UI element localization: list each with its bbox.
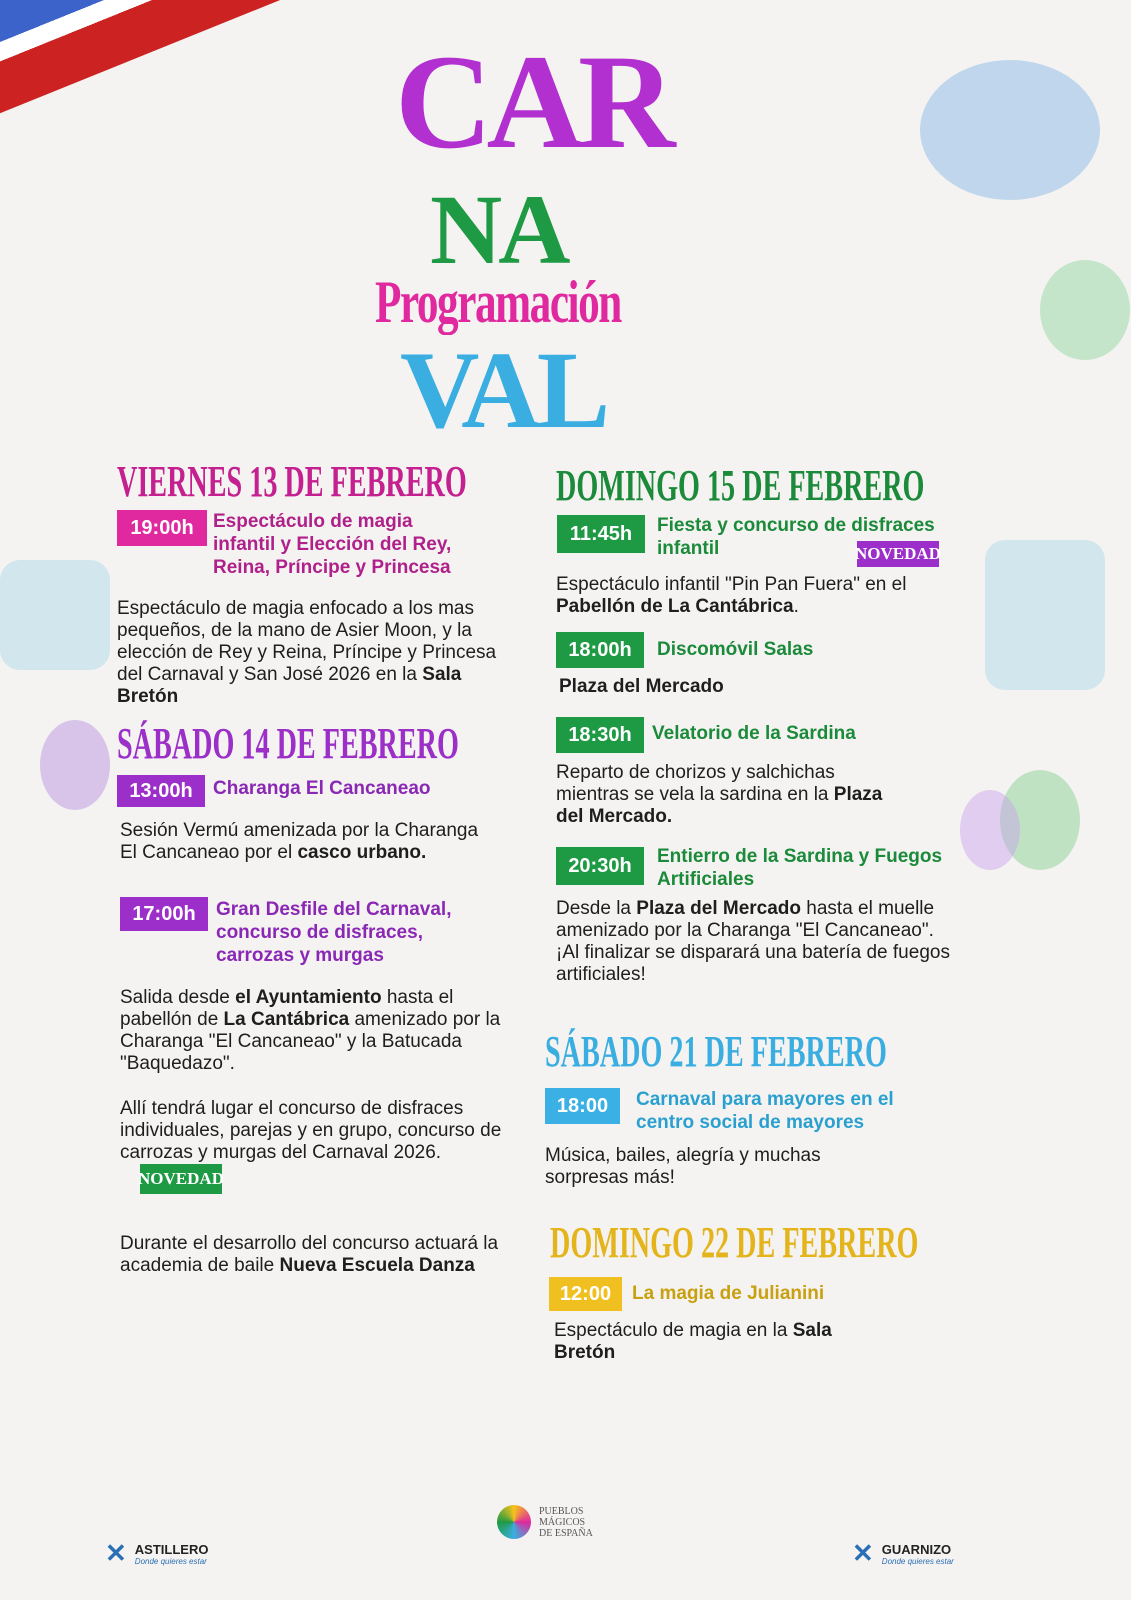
drum-decoration (0, 560, 110, 670)
event-description (120, 820, 500, 864)
event-description (120, 1233, 500, 1277)
magicos-text: MÁGICOS (539, 1516, 586, 1528)
guarnizo-name: GUARNIZO (881, 1541, 952, 1557)
time-badge: 18:30h (556, 717, 644, 753)
event-title-line: infantil (657, 538, 720, 559)
sun-logo-icon (497, 1505, 531, 1539)
balloon-decoration (40, 720, 110, 810)
time-badge: 18:00h (556, 632, 644, 668)
event-description (556, 898, 956, 986)
event-title (657, 638, 813, 661)
text: hasta el muelle amenizado por la Charanga "El Cancaneao". ¡Al finalizar se disparará una batería de fuegos artificiales! (556, 898, 950, 985)
text: Sesión Vermú amenizada por la Charanga El Cancaneao por el (120, 820, 479, 863)
bold-text: La Cantábrica (223, 1009, 350, 1030)
event-title-line: Gran Desfile del Carnaval, (216, 899, 452, 920)
astillero-logo (105, 1538, 208, 1569)
text: amenizado por la Charanga "El Cancaneao" y la Batucada "Baquedazo". (120, 1009, 501, 1074)
bold-text: el Ayuntamiento (235, 987, 382, 1008)
bold-text: Sala Bretón (554, 1320, 832, 1363)
time-badge: 12:00 (549, 1277, 622, 1311)
time-badge: 20:30h (556, 847, 644, 885)
title-programacion: Programación (375, 269, 621, 335)
event-title (213, 510, 451, 579)
bold-text: Nueva Escuela Danza (279, 1255, 475, 1276)
guarnizo-logo (852, 1538, 954, 1569)
balloon-decoration (1040, 260, 1130, 360)
text: Espectáculo infantil "Pin Pan Fuera" en el (556, 574, 907, 595)
event-description (556, 762, 906, 828)
event-description-with-badge (120, 1098, 515, 1194)
day-heading-domingo-22: DOMINGO 22 DE FEBRERO (550, 1218, 919, 1267)
bold-text: Plaza del Mercado. (556, 784, 883, 827)
bold-text: Sala Bretón (117, 664, 462, 707)
time-badge: 18:00 (545, 1088, 620, 1124)
bold-text: casco urbano. (297, 842, 427, 863)
text: Durante el desarrollo del concurso actuará la academia de baile (120, 1233, 499, 1276)
bold-text: Pabellón de La Cantábrica (556, 596, 794, 617)
event-title (657, 845, 942, 891)
flag-corner-decoration (0, 0, 291, 116)
event-title-line: Velatorio de la Sardina (652, 723, 856, 744)
day-heading-viernes-13: VIERNES 13 DE FEBRERO (117, 457, 467, 506)
event-title-line: concurso de disfraces, (216, 922, 423, 943)
time-badge: 19:00h (117, 510, 207, 546)
bold-text: Plaza del Mercado (559, 676, 724, 697)
text: Reparto de chorizos y salchichas mientras se vela la sardina en la (556, 762, 835, 805)
title-na: NA (430, 174, 567, 285)
event-description (556, 574, 986, 618)
astillero-logo-icon: ✕ (105, 1538, 127, 1568)
espana-text: DE ESPAÑA (539, 1527, 593, 1539)
event-title (632, 1282, 824, 1305)
event-title-line: centro social de mayores (636, 1112, 865, 1133)
time-badge: 17:00h (120, 897, 208, 931)
event-title (213, 777, 431, 800)
guarnizo-tagline: Donde quieres estar (881, 1556, 954, 1566)
balloon-decoration (960, 790, 1020, 870)
event-description (120, 1098, 501, 1163)
event-title (216, 898, 452, 967)
event-title (636, 1088, 894, 1134)
event-title-line: Fiesta y concurso de disfraces (657, 515, 935, 536)
event-description (120, 987, 525, 1075)
drum-decoration (985, 540, 1105, 690)
text: Desde la (556, 898, 637, 919)
astillero-tagline: Donde quieres estar (134, 1556, 207, 1566)
event-title-line: Carnaval para mayores en el (636, 1089, 894, 1110)
time-badge: 11:45h (557, 515, 645, 553)
event-title-line: Espectáculo de magia (213, 511, 413, 532)
event-title-line: Discomóvil Salas (657, 639, 814, 660)
day-heading-domingo-15: DOMINGO 15 DE FEBRERO (556, 461, 925, 510)
pueblos-text: PUEBLOS (539, 1505, 584, 1517)
event-title-line: carrozas y murgas (216, 945, 384, 966)
text: hasta el pabellón de (120, 987, 454, 1030)
event-description (117, 598, 517, 708)
text: . (793, 596, 799, 617)
text: Allí tendrá lugar el concurso de disfraces individuales, parejas y en grupo, concurso de carrozas y murgas del Carnaval 2026. (120, 1098, 502, 1163)
bold-text: Plaza del Mercado (636, 898, 802, 919)
guarnizo-logo-icon: ✕ (852, 1538, 874, 1568)
event-title-line: La magia de Julianini (632, 1283, 825, 1304)
title-car: CAR (395, 28, 670, 177)
time-badge: 13:00h (117, 775, 205, 807)
event-title-line: Charanga El Cancaneao (213, 778, 431, 799)
day-heading-sabado-14: SÁBADO 14 DE FEBRERO (117, 719, 459, 768)
novedad-badge: NOVEDAD (857, 541, 939, 567)
day-heading-sabado-21: SÁBADO 21 DE FEBRERO (545, 1027, 887, 1076)
astillero-name: ASTILLERO (134, 1541, 209, 1557)
event-description (559, 676, 979, 698)
event-description (554, 1320, 894, 1364)
fish-decoration (920, 60, 1100, 200)
event-title-line: Entierro de la Sardina y Fuegos (657, 846, 943, 867)
event-title-line: Artificiales (657, 869, 755, 890)
event-title-line: Reina, Príncipe y Princesa (213, 557, 451, 578)
novedad-badge: NOVEDAD (140, 1164, 222, 1194)
text: Espectáculo de magia enfocado a los mas pequeños, de la mano de Asier Moon, y la elección de Rey y Reina, Príncipe y Princesa del Carnaval y San José 2026 en la (117, 598, 497, 685)
text: Salida desde (120, 987, 236, 1008)
title-val: VAL (400, 329, 607, 451)
event-title-line: infantil y Elección del Rey, (213, 534, 452, 555)
text: Espectáculo de magia en la (554, 1320, 793, 1341)
pueblos-magicos-logo (497, 1505, 593, 1539)
event-title (652, 722, 856, 745)
text: Música, bailes, alegría y muchas sorpresas más! (545, 1145, 821, 1188)
event-description (545, 1145, 885, 1189)
